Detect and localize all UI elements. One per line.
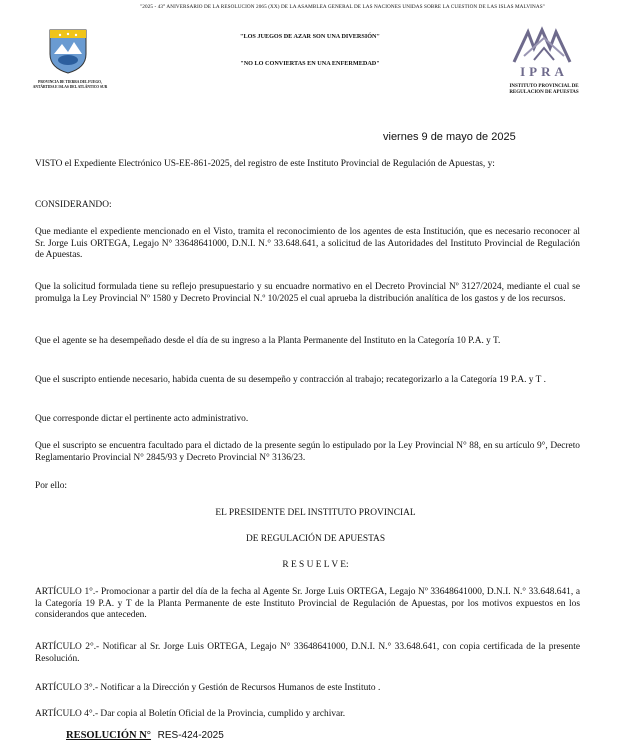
anniversary-header: "2025 - 43° ANIVERSARIO DE LA RESOLUCIÓN 2065 (XX) DE LA ASAMBLEA GENERAL DE LAS NACIONES UNIDAS SOBRE LA CUESTIÓN DE LAS ISLAS MALVINAS" [140, 4, 545, 10]
province-caption: PROVINCIA DE TIERRA DEL FUEGO, ANTÁRTIDA E ISLAS DEL ATLÁNTICO SUR [32, 80, 108, 89]
article-4: ARTÍCULO 4°.- Dar copia al Boletín Oficial de la Provincia, cumplido y archivar. [35, 709, 346, 719]
considerando-paragraph-1: Que mediante el expediente mencionado en el Visto, tramita el reconocimiento de los agentes de esta Institución, que es necesario reconocer al Sr. Jorge Luis ORTEGA, Legajo N° 33648641000, D.N.I. N.° 33.648.641, a solicitud de las Autoridades del Instituto Provincial de Regulación de Apuestas. [35, 227, 580, 261]
considerando-paragraph-4: Que el suscripto entiende necesario, habida cuenta de su desempeño y contracción al trabajo; recategorizarlo a la Categoría 19 P.A. y T . [35, 375, 546, 385]
document-date: viernes 9 de mayo de 2025 [383, 131, 516, 143]
por-ello: Por ello: [35, 481, 68, 491]
article-3: ARTÍCULO 3°.- Notificar a la Dirección y Gestión de Recursos Humanos de este Instituto . [35, 683, 381, 693]
considerando-paragraph-2: Que la solicitud formulada tiene su reflejo presupuestario y su encuadre normativo en el Decreto Provincial Nº 3127/2024, mediante el cual se promulga la Ley Provincial Nº 1580 y Decreto Provincial N.º 10/2025 el cual aprueba la distribución analítica de los gastos y de los recursos. [35, 282, 580, 304]
slogan-line-1: "LOS JUEGOS DE AZAR SON UNA DIVERSIÓN" [240, 33, 380, 40]
slogan-line-2: "NO LO CONVIERTAS EN UNA ENFERMEDAD" [240, 60, 380, 67]
visto-paragraph: VISTO el Expediente Electrónico US-EE-861-2025, del registro de este Instituto Provincial de Regulación de Apuestas, y: [35, 159, 495, 169]
resolution-number-line [66, 730, 224, 741]
ipra-wordmark: IPRA [520, 64, 568, 79]
resolution-number: RES-424-2025 [157, 730, 224, 741]
considerando-paragraph-6: Que el suscripto se encuentra facultado para el dictado de la presente según lo estipulado por la Ley Provincial N° 88, en su artículo 9°, Decreto Reglamentario Provincial N° 2845/93 y Decreto Provincial N° 3136/23. [35, 441, 580, 463]
considerando-paragraph-3: Que el agente se ha desempeñado desde el día de su ingreso a la Planta Permanente del Instituto en la Categoría 10 P.A. y T. [35, 336, 501, 346]
resuelve-heading: R E S U E L V E: [282, 560, 349, 570]
province-shield-logo [46, 28, 90, 74]
considerando-heading: CONSIDERANDO: [35, 200, 112, 210]
article-2: ARTÍCULO 2°.- Notificar al Sr. Jorge Luis ORTEGA, Legajo N° 33648641000, D.N.I. N.° 33.648.641, con copia certificada de la presente Resolución. [35, 642, 580, 664]
president-title-line-2: DE REGULACIÓN DE APUESTAS [245, 534, 386, 544]
ipra-logo [494, 26, 594, 66]
ipra-caption [494, 84, 594, 96]
article-1: ARTÍCULO 1°.- Promocionar a partir del día de la fecha al Agente Sr. Jorge Luis ORTEGA, Legajo Nº 33648641000, D.N.I. N.° 33.648.641, a la Categoría 19 P.A. y T de la Planta Permanente de este Instituto Provincial de Regulación de Apuestas, por los motivos expuestos en los considerandos que anteceden. [35, 587, 580, 621]
resolution-label: RESOLUCIÓN N° [66, 730, 152, 741]
ipra-caption-line-1: INSTITUTO PROVINCIAL DE [509, 84, 579, 89]
ipra-caption-line-2: REGULACION DE APUESTAS [509, 90, 579, 95]
considerando-paragraph-5: Que corresponde dictar el pertinente acto administrativo. [35, 414, 249, 424]
president-title-line-1: EL PRESIDENTE DEL INSTITUTO PROVINCIAL [215, 508, 416, 518]
